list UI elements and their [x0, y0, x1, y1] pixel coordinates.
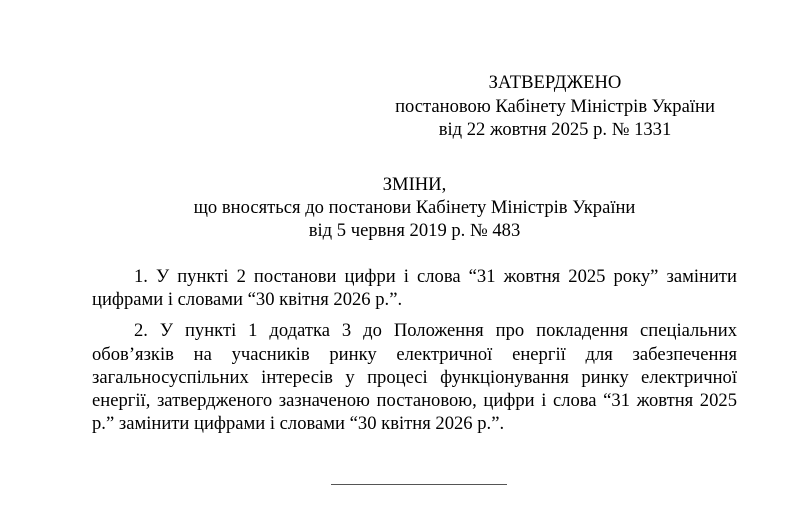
document-subtitle: що вносяться до постанови Кабінету Міністрів України	[193, 197, 636, 218]
end-separator-line	[331, 484, 507, 485]
document-title: ЗМІНИ,	[382, 174, 447, 195]
amendment-paragraph-1: 1. У пункті 2 постанови цифри і слова “31 жовтня 2025 року” замінити цифрами і словами “30 квітня 2026 р.”.	[92, 266, 737, 311]
approval-date-number: від 22 жовтня 2025 р. № 1331	[438, 119, 672, 140]
document-body	[92, 265, 737, 435]
amendment-paragraph-2: 2. У пункті 1 додатка 3 до Положення про покладення спеціальних обов’язків на учасників ринку електричної енергії для забезпечення загальносуспільних інтересів у процесі функціонування ринку електричної енергії, затвердженого зазначеною постановою, цифри і слова “31 жовтня 2025 р.” замінити цифрами і словами “30 квітня 2026 р.”.	[92, 320, 737, 435]
document-subtitle-date: від 5 червня 2019 р. № 483	[308, 220, 521, 241]
approval-heading: ЗАТВЕРДЖЕНО	[488, 72, 622, 93]
approval-issuer: постановою Кабінету Міністрів України	[395, 95, 715, 117]
document-title-block	[92, 173, 737, 242]
approval-stamp	[380, 71, 730, 142]
